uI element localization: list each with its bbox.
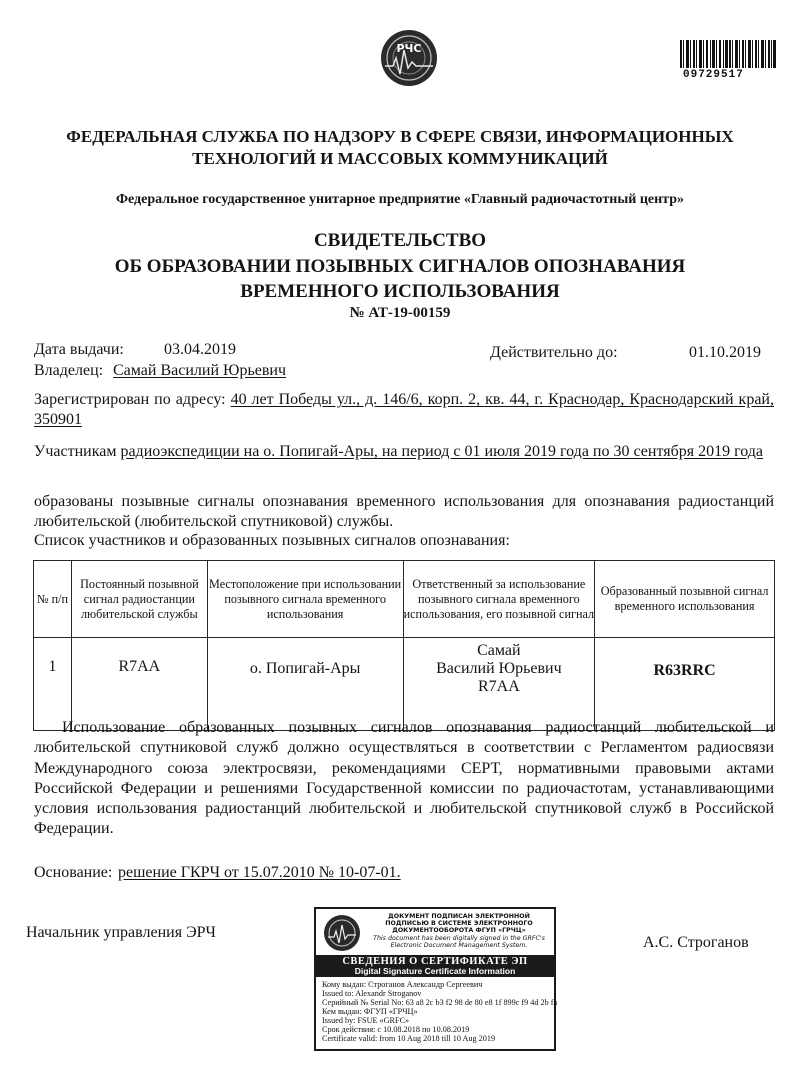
signatory-name: А.С. Строганов [643, 934, 749, 951]
header-number: № п/п [34, 561, 72, 638]
table-header-row [34, 561, 775, 638]
header-location: Местоположение при использовании позывного сигнала временного использования [207, 561, 403, 638]
valid-until-date: 01.10.2019 [689, 344, 761, 361]
participants-paragraph [34, 442, 774, 462]
registration-address: 40 лет Победы ул., д. 146/6, корп. 2, кв. 44, г. Краснодар, Краснодарский край, 350901 [34, 391, 774, 428]
row-formed-callsign: R63RRC [595, 638, 775, 731]
document-title: СВИДЕТЕЛЬСТВО [313, 230, 487, 251]
header-permanent-callsign: Постоянный позывной сигнал радиостанции любительской службы [71, 561, 207, 638]
stamp-line2: ПОДПИСЬЮ В СИСТЕМЕ ЭЛЕКТРОННОГО [385, 920, 533, 927]
row-responsible [403, 638, 595, 731]
formed-paragraph: образованы позывные сигналы опознавания временного использования для опознавания радиостанций любительской (любительской спутниковой) службы. [34, 493, 774, 530]
row-number: 1 [34, 638, 72, 731]
stamp-issued-to: Кому выдан: Строганов Александр Сергеевич [322, 980, 483, 989]
responsible-given-names: Василий Юрьевич [436, 660, 562, 677]
issue-date-label: Дата выдачи: [34, 341, 124, 358]
stamp-serial: Серийный № Serial No: 63 a8 2c b3 f2 98 de 80 e8 1f 899c f9 4d 2b fa [322, 998, 558, 1007]
header-responsible: Ответственный за использование позывного сигнала временного использования, его позывной сигнал [403, 561, 595, 638]
header-formed-callsign: Образованный позывной сигнал временного использования [595, 561, 775, 638]
enterprise-name: Федеральное государственное унитарное предприятие «Главный радиочастотный центр» [115, 192, 684, 207]
responsible-callsign: R7AA [477, 678, 520, 695]
participants-text: радиоэкспедиции на о. Попигай-Ары, на период с 01 июля 2019 года по 30 сентября 2019 года [120, 443, 764, 460]
participants-label: Участникам [34, 443, 117, 460]
stamp-issued-to-en: Issued to: Alexandr Stroganov [322, 989, 422, 998]
list-title: Список участников и образованных позывных сигналов опознавания: [34, 532, 510, 549]
rchs-logo [379, 28, 439, 88]
registration-label: Зарегистрирован по адресу: [34, 391, 226, 408]
signatory-title: Начальник управления ЭРЧ [26, 924, 216, 941]
seal-icon [322, 913, 362, 953]
responsible-surname: Самай [477, 642, 521, 659]
row-callsign: R7AA [71, 638, 207, 731]
registration-address-paragraph [34, 390, 774, 430]
stamp-line5: Electronic Document Management System. [390, 942, 528, 949]
basis-text: решение ГКРЧ от 15.07.2010 № 10-07-01. [118, 864, 401, 881]
owner-name: Самай Василий Юрьевич [113, 362, 287, 379]
stamp-issuer-en: Issued by: FSUE «GRFC» [322, 1016, 410, 1025]
barcode-number: 09729517 [683, 69, 744, 81]
table-row [34, 638, 775, 731]
barcode [680, 40, 776, 68]
logo-text: РЧС [396, 42, 422, 55]
valid-until-label: Действительно до: [490, 344, 618, 361]
document-title-line3: ВРЕМЕННОГО ИСПОЛЬЗОВАНИЯ [240, 281, 560, 302]
stamp-validity-en: Certificate valid: from 10 Aug 2018 till 10 Aug 2019 [322, 1034, 496, 1043]
basis-label: Основание: [34, 864, 113, 881]
agency-name-line2: ТЕХНОЛОГИЙ И МАССОВЫХ КОММУНИКАЦИЙ [192, 149, 608, 168]
agency-name-line1: ФЕДЕРАЛЬНАЯ СЛУЖБА ПО НАДЗОРУ В СФЕРЕ СВЯЗИ, ИНФОРМАЦИОННЫХ [66, 127, 734, 146]
issue-date: 03.04.2019 [164, 341, 236, 358]
stamp-line3: ДОКУМЕНТООБОРОТА ФГУП «ГРЧЦ» [392, 927, 526, 934]
usage-paragraph: Использование образованных позывных сигналов опознавания радиостанций любительской и любительской спутниковой служб должно осуществляться в соответствии с Регламентом радиосвязи Международного союза электросвязи, рекомендациями СЕРТ, нормативными правовыми актами Российской Федерации и решениями Государственной комиссии по радиочастотам, устанавливающими условия использования радиостанций любительской и любительской спутниковой служб в Российской Федерации. [34, 719, 774, 838]
row-location: о. Попигай-Ары [207, 638, 403, 731]
callsign-table [33, 560, 775, 731]
owner-label: Владелец: [34, 362, 104, 379]
stamp-band [316, 955, 554, 977]
certificate-number: № АТ-19-00159 [349, 305, 451, 321]
stamp-header [316, 909, 554, 955]
digital-signature-stamp [314, 907, 556, 1051]
stamp-band-subtitle: Digital Signature Certificate Information [354, 966, 516, 976]
document-title-line2: ОБ ОБРАЗОВАНИИ ПОЗЫВНЫХ СИГНАЛОВ ОПОЗНАВАНИЯ [114, 256, 686, 277]
stamp-issuer: Кем выдан: ФГУП «ГРЧЦ» [322, 1007, 418, 1016]
stamp-line4: This document has been digitally signed in the GRFC's [373, 935, 545, 942]
stamp-band-title: СВЕДЕНИЯ О СЕРТИФИКАТЕ ЭП [342, 956, 528, 967]
stamp-line1: ДОКУМЕНТ ПОДПИСАН ЭЛЕКТРОННОЙ [388, 913, 530, 920]
stamp-validity: Срок действия: с 10.08.2018 по 10.08.2019 [322, 1025, 470, 1034]
